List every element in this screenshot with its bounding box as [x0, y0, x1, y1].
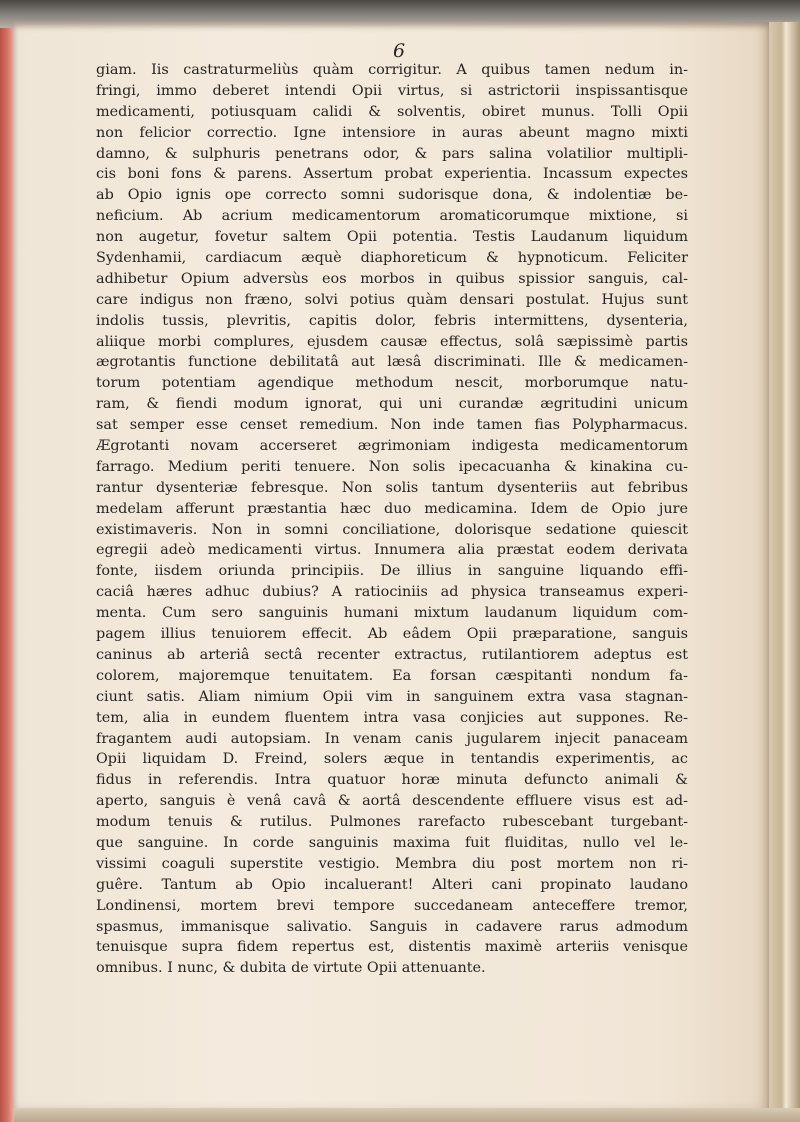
text-line: aperto, sanguis è venâ cavâ & aortâ descendente effluere visus est ad- — [96, 793, 688, 810]
text-line: Sydenhamii, cardiacum æquè diaphoreticum & hypnoticum. Feliciter — [96, 250, 688, 267]
text-line: sat semper esse censet remedium. Non inde tamen fias Polypharmacus. — [96, 417, 688, 434]
book-binding-edge — [0, 28, 14, 1122]
text-line: colorem, majoremque tenuitatem. Ea forsan cæspitanti nondum fa- — [96, 667, 688, 684]
text-line: rantur dysenteriæ febresque. Non solis tantum dysenteriis aut febribus — [96, 479, 688, 496]
text-line: torum potentiam agendique methodum nescit, morborumque natu- — [96, 375, 688, 392]
text-line: ciunt satis. Aliam nimium Opii vim in sanguinem extra vasa stagnan- — [96, 688, 688, 705]
text-line: damno, & sulphuris penetrans odor, & pars salina volatilior multipli- — [96, 145, 688, 162]
text-line: neficium. Ab acrium medicamentorum aromaticorumque mixtione, si — [96, 208, 688, 225]
text-line: existimaveris. Non in somni conciliatione, dolorisque sedatione quiescit — [96, 521, 688, 538]
page-number: 6 — [393, 40, 406, 62]
text-line: fringi, immo deberet intendi Opii virtus, si astrictorii inspissantisque — [96, 82, 688, 99]
text-line: cis boni fons & parens. Assertum probat experientia. Incassum expectes — [96, 166, 688, 183]
text-line: farrago. Medium periti tenuere. Non solis ipecacuanha & kinakina cu- — [96, 458, 688, 475]
text-line: tem, alia in eundem fluentem intra vasa conjicies aut suppones. Re- — [96, 709, 688, 726]
text-line: non felicior correctio. Igne intensiore in auras abeunt magno mixti — [96, 124, 688, 141]
text-line: ægrotantis functione debilitatâ aut læsâ discriminati. Ille & medicamen- — [96, 354, 688, 371]
text-line: non augetur, fovetur saltem Opii potentia. Testis Laudanum liquidum — [96, 229, 688, 246]
text-line: menta. Cum sero sanguinis humani mixtum laudanum liquidum com- — [96, 605, 688, 622]
body-text — [96, 60, 688, 979]
text-line: ab Opio ignis ope correcto somni sudorisque dona, & indolentiæ be- — [96, 187, 688, 204]
text-line: Ægrotanti novam accerseret ægrimoniam indigesta medicamentorum — [96, 438, 688, 455]
text-line: guêre. Tantum ab Opio incaluerant! Alteri cani propinato laudano — [96, 876, 688, 893]
text-line: fidus in referendis. Intra quatuor horæ minuta defuncto animali & — [96, 772, 688, 789]
text-line: ram, & fiendi modum ignorat, qui uni curandæ ægritudini unicum — [96, 396, 688, 413]
text-line: tenuisque supra fidem repertus est, distentis maximè arteriis venisque — [96, 939, 688, 956]
text-line: caciâ hæres adhuc dubius? A ratiociniis ad physica transeamus experi- — [96, 584, 688, 601]
book-bottom-edge — [14, 1108, 800, 1122]
text-line: vissimi coaguli superstite vestigio. Membra diu post mortem non ri- — [96, 855, 688, 872]
text-line: egregii adeò medicamenti virtus. Innumera alia præstat eodem derivata — [96, 542, 688, 559]
text-line: caninus ab arteriâ sectâ recenter extractus, rutilantiorem adeptus est — [96, 646, 688, 663]
text-line: medicamenti, potiusquam calidi & solventis, obiret munus. Tolli Opii — [96, 103, 688, 120]
text-line: fragantem audi autopsiam. In venam canis jugularem injecit panaceam — [96, 730, 688, 747]
text-line: que sanguine. In corde sanguinis maxima fuit fluiditas, nullo vel le- — [96, 834, 688, 851]
text-line: Londinensi, mortem brevi tempore succedaneam anteceffere tremor, — [96, 897, 688, 914]
text-line: fonte, iisdem oriunda principiis. De illius in sanguine liquando effi- — [96, 563, 688, 580]
text-line: medelam afferunt præstantia hæc duo medicamina. Idem de Opio jure — [96, 500, 688, 517]
text-line: spasmus, immanisque salivatio. Sanguis in cadavere rarus admodum — [96, 918, 688, 935]
text-line: pagem illius tenuiorem effecit. Ab eâdem Opii præparatione, sanguis — [96, 626, 688, 643]
text-line: omnibus. I nunc, & dubita de virtute Opii attenuante. — [96, 960, 486, 977]
page-fore-edge — [769, 22, 800, 1122]
text-line: aliique morbi complures, ejusdem causæ effectus, solâ sæpissimè partis — [96, 333, 688, 350]
text-line: adhibetur Opium adversùs eos morbos in quibus spissior sanguis, cal- — [96, 270, 688, 287]
text-line: giam. Iis castraturmeliùs quàm corrigitur. A quibus tamen nedum in- — [96, 62, 688, 78]
text-line: indolis tussis, plevritis, capitis dolor, febris intermittens, dysenteria, — [96, 312, 688, 329]
text-line: care indigus non fræno, solvi potius quàm densari postulat. Hujus sunt — [96, 291, 688, 308]
text-line: Opii liquidam D. Freind, solers æque in tentandis experimentis, ac — [96, 751, 688, 768]
text-line: modum tenuis & rutilus. Pulmones rarefacto rubescebant turgebant- — [96, 814, 688, 831]
